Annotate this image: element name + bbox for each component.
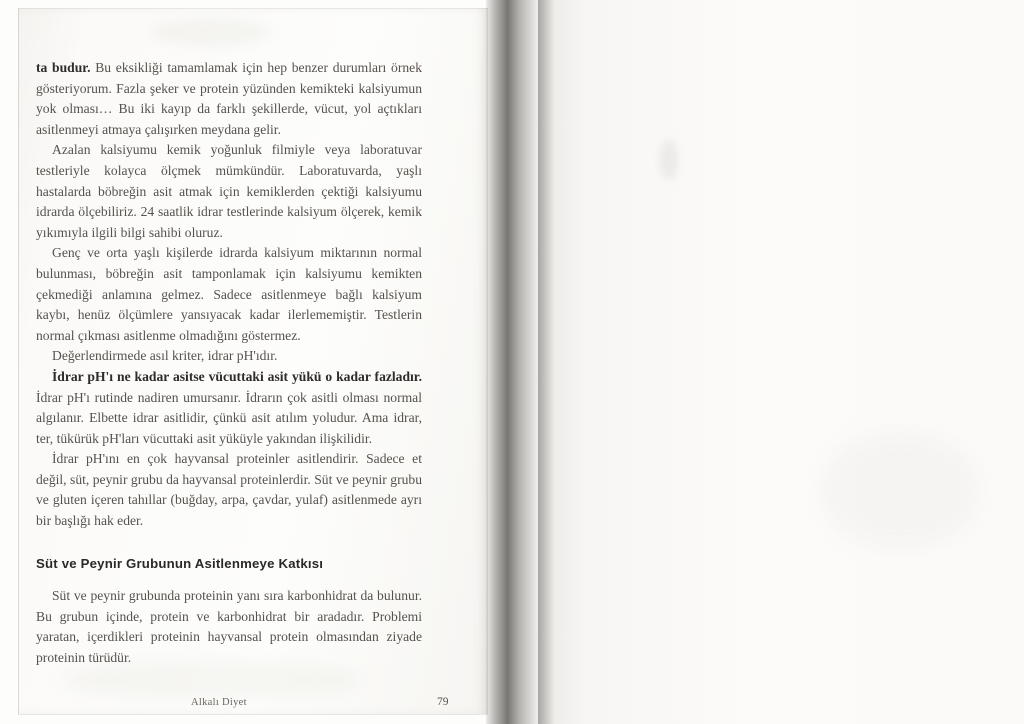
footer-page-number: 79	[437, 696, 449, 708]
paragraph-lead-bold: İdrar pH'ı ne kadar asitse vücuttaki asit yükü o kadar fazladır.	[52, 368, 422, 384]
paragraph	[36, 586, 422, 668]
paragraph-text: Değerlendirmede asıl kriter, idrar pH'ıdır.	[52, 348, 278, 364]
paragraph	[36, 243, 422, 346]
footer-book-title: Alkalı Diyet	[191, 697, 247, 708]
right-page-inner-shadow	[538, 0, 554, 724]
paragraph-lead-bold: ta budur.	[36, 60, 91, 75]
book-spine-gutter	[486, 0, 540, 724]
paragraph	[36, 58, 422, 140]
paragraph-text: Genç ve orta yaşlı kişilerde idrarda kalsiyum miktarının normal bulunması, böbreğin asit tamponlamak için kalsiyumu kemikten çekmediği anlamına gelmez. Sadece asitlenmeye bağlı kalsiyum kaybı, henüz ölçümlere yansıyacak kadar ilerlememiştir. Testlerin normal çıkması asitlenme olmadığını göstermez.	[36, 245, 422, 343]
right-page	[538, 0, 1024, 724]
paragraph	[36, 449, 422, 531]
left-page-text-column	[36, 58, 422, 669]
paragraph	[36, 346, 422, 367]
paragraph-text: İdrar pH'ı rutinde nadiren umursanır. İdrarın çok asitli olması normal algılanır. Elbette idrar asitlidir, çünkü asit atılım yoludur. Ama idrar, ter, tükürük pH'ları vücuttaki asit yüküyle yakından ilişkilidir.	[36, 389, 422, 446]
paragraph-text: Bu eksikliği tamamlamak için hep benzer durumları örnek gösteriyorum. Fazla şeker ve protein yüzünden kemikteki kalsiyumun yok olması… Bu iki kayıp da farklı şekillerde, vücut, yol açtıkları asitlenmeyi atmaya çalışırken meydana gelir.	[36, 60, 422, 137]
paragraph-text: İdrar pH'ını en çok hayvansal proteinler asitlendirir. Sadece et değil, süt, peynir grubu da hayvansal proteinlerdir. Süt ve peynir grubu ve gluten içeren tahıllar (buğday, arpa, çavdar, yulaf) asitlenmede ayrı bir başlığı hak eder.	[36, 451, 422, 529]
paragraph-text: Azalan kalsiyumu kemik yoğunluk filmiyle veya laboratuvar testleriyle kolayca ölçmek mümkündür. Laboratuvarda, yaşlı hastalarda böbreğin asit atmak için kemiklerden çektiği kalsiyumu idrarda ölçebiliriz. 24 saatlik idrar testlerinde kalsiyum ölçerek, kemik yıkımıyla ilgili bilgi sahibi oluruz.	[36, 142, 422, 240]
paragraph	[36, 367, 422, 449]
paragraph	[36, 140, 422, 243]
section-heading: Süt ve Peynir Grubunun Asitlenmeye Katkısı	[36, 555, 324, 571]
paragraph-text: Süt ve peynir grubunda proteinin yanı sıra karbonhidrat da bulunur. Bu grubun içinde, protein ve karbonhidrat bir aradadır. Problemi yaratan, içerdikleri proteinin hayvansal protein olmasından ziyade proteinin türüdür.	[36, 588, 422, 666]
